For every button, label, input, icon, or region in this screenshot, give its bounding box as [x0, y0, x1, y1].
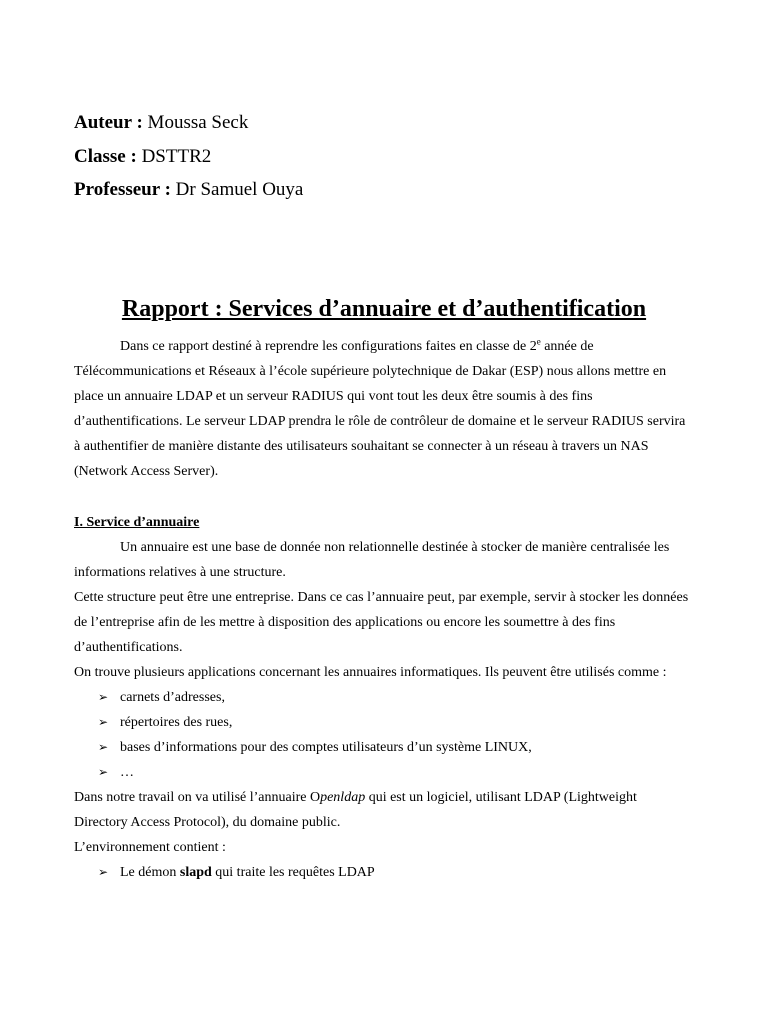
section-heading: I. Service d’annuaire — [74, 515, 200, 530]
p4-text-start: Dans notre travail on va utilisé l’annuaire O — [74, 790, 321, 805]
usage-list — [74, 685, 694, 785]
arrow-bullet-icon: ➢ — [98, 690, 109, 704]
intro-section — [74, 334, 694, 484]
arrow-bullet-icon: ➢ — [98, 865, 109, 879]
list-item-text: carnets d’adresses, — [120, 690, 225, 705]
class-line — [74, 146, 211, 168]
class-label: Classe : — [74, 146, 137, 167]
section-paragraph-2: Cette structure peut être une entreprise. Dans ce cas l’annuaire peut, par exemple, servir à stocker les données de l’entreprise afin de les mettre à disposition des applications ou encore les soumettre à des fins d’authentifications. — [74, 590, 689, 655]
section-paragraph-5: L’environnement contient : — [74, 840, 226, 855]
author-name: Moussa Seck — [147, 112, 249, 133]
list-item — [98, 760, 694, 785]
ordinal-superscript: e — [536, 336, 541, 347]
professor-name: Dr Samuel Ouya — [175, 179, 304, 200]
list-item — [98, 710, 694, 735]
professor-line — [74, 179, 303, 201]
environment-list — [74, 860, 694, 885]
list-item-text: répertoires des rues, — [120, 715, 233, 730]
arrow-bullet-icon: ➢ — [98, 765, 109, 779]
page-title: Rapport : Services d’annuaire et d’authentification — [121, 296, 647, 322]
section-paragraph-1: Un annuaire est une base de donnée non relationnelle destinée à stocker de manière centralisée les informations relatives à une structure. — [74, 540, 670, 580]
professor-label: Professeur : — [74, 179, 171, 200]
list-item — [98, 685, 694, 710]
author-label: Auteur : — [74, 112, 143, 133]
env-text-start: Le démon — [120, 865, 180, 880]
openldap-italic: penldap — [320, 790, 366, 805]
list-item — [98, 860, 694, 885]
arrow-bullet-icon: ➢ — [98, 715, 109, 729]
list-item-text: bases d’informations pour des comptes utilisateurs d’un système LINUX, — [120, 740, 532, 755]
intro-text-start: Dans ce rapport destiné à reprendre les configurations faites en classe de 2 — [120, 339, 537, 354]
section-annuaire — [74, 510, 694, 885]
intro-paragraph — [74, 334, 694, 484]
slapd-bold: slapd — [179, 865, 212, 880]
arrow-bullet-icon: ➢ — [98, 740, 109, 754]
section-paragraph-3: On trouve plusieurs applications concernant les annuaires informatiques. Ils peuvent être utilisés comme : — [74, 665, 667, 680]
section-paragraph-4 — [74, 785, 694, 835]
list-item — [98, 735, 694, 760]
author-line — [74, 112, 248, 134]
list-item-text: … — [120, 765, 134, 780]
class-name: DSTTR2 — [141, 146, 212, 167]
env-text-end: qui traite les requêtes LDAP — [211, 865, 375, 880]
p4-text-end: qui est un logiciel, utilisant LDAP (Lightweight Directory Access Protocol), du domaine public. — [74, 790, 637, 830]
intro-text-end: année de Télécommunications et Réseaux à l’école supérieure polytechnique de Dakar (ESP) nous allons mettre en place un annuaire LDAP et un serveur RADIUS qui vont tout les deux être soumis à des fins d’authentifications. Le serveur LDAP prendra le rôle de contrôleur de domaine et le serveur RADIUS servira à authentifier de manière distante des utilisateurs souhaitant se connecter à un réseau à travers un NAS (Network Access Server). — [74, 339, 686, 479]
